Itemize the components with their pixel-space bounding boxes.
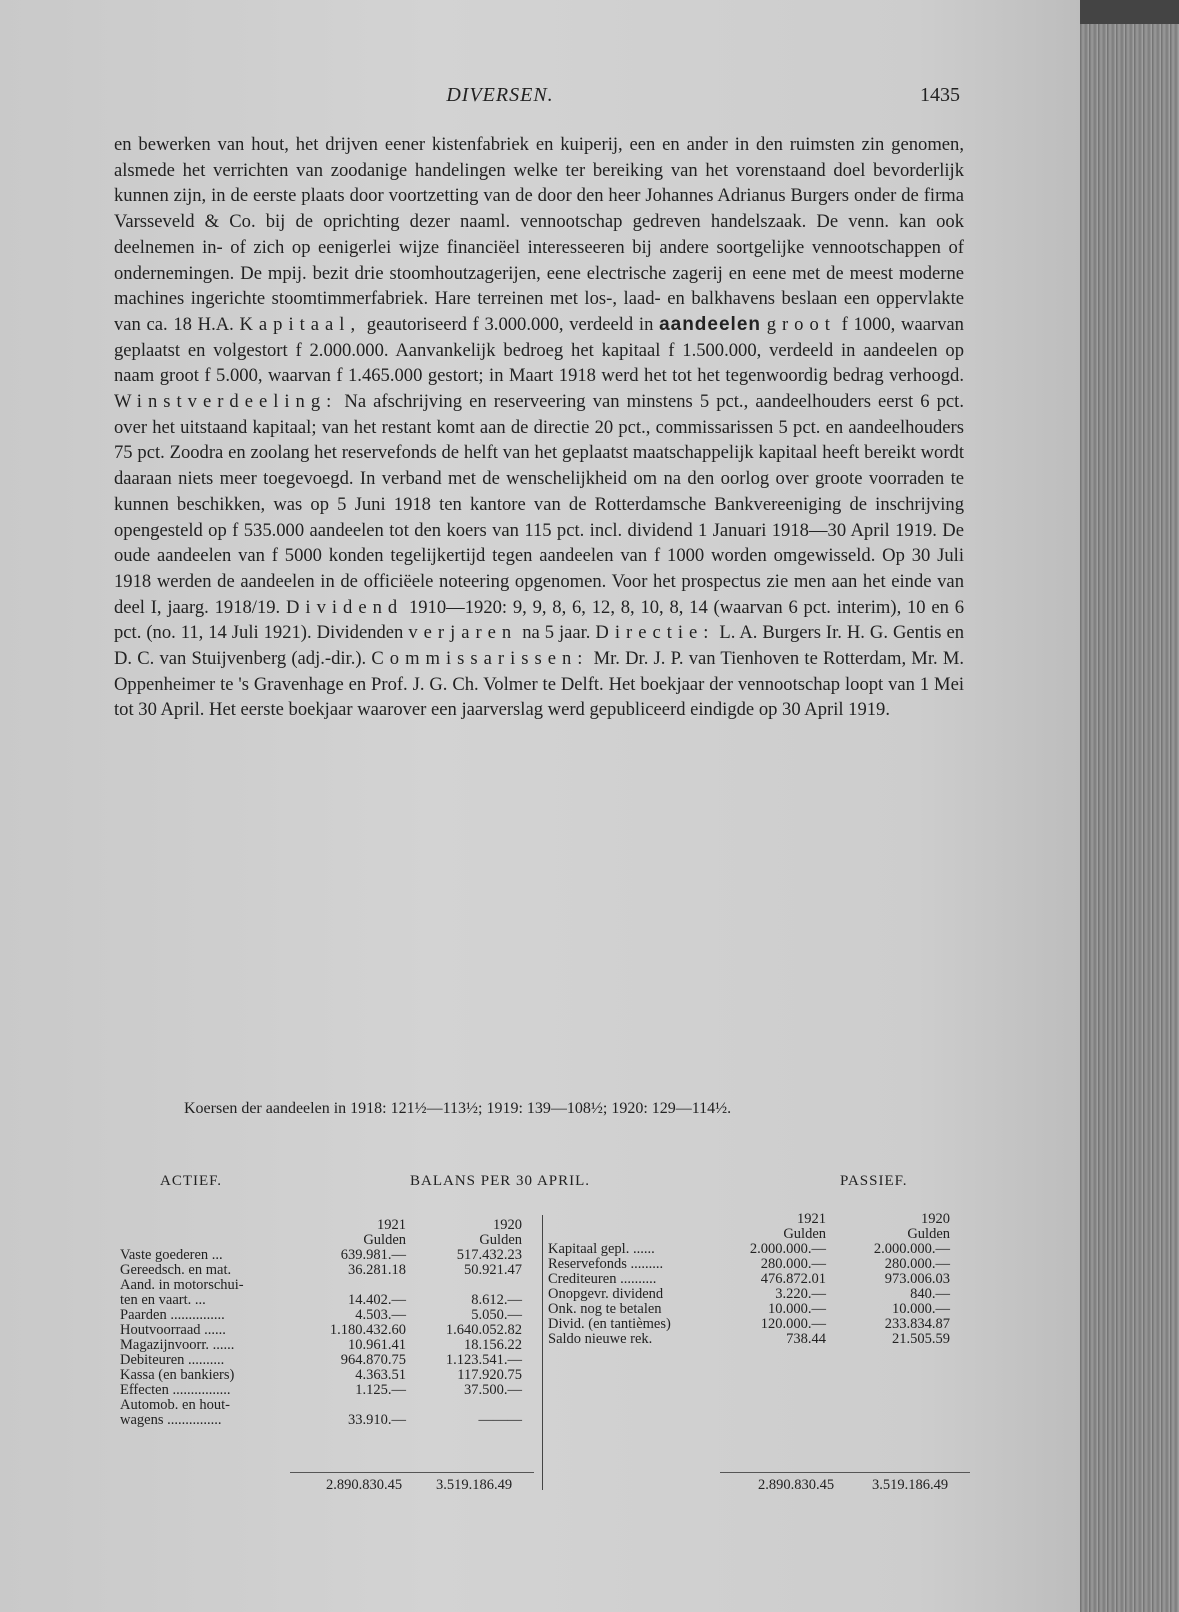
value-1921: 964.870.75 (340, 1352, 406, 1368)
row-label: Houtvoorraad ...... (120, 1322, 226, 1338)
actief-label: ACTIEF. (160, 1173, 223, 1189)
dividend-label: Dividend (285, 596, 404, 618)
value-1921 (314, 1278, 406, 1293)
value-1920: 2.000.000.— (873, 1241, 950, 1257)
row-label: Saldo nieuwe rek. (548, 1331, 653, 1347)
table-row (120, 1263, 522, 1278)
directie-label: Directie: (595, 622, 715, 644)
text-run: 1910—1920: 9, 9, 8, 6, 12, 8, 10, 8, 14 (waarvan 6 pct. interim), 10 en 6 pct. (no. 11, 14 Juli 1921). Dividenden (114, 596, 964, 644)
kapitaal-label: Kapitaal, (239, 313, 362, 335)
table-row (548, 1332, 950, 1347)
row-label: Gereedsch. en mat. (120, 1262, 232, 1278)
total-passief-1920: 3.519.186.49 (872, 1477, 949, 1493)
total-rule-actief (290, 1472, 534, 1473)
total-actief-1921: 2.890.830.45 (326, 1477, 403, 1493)
value-1921: 2.000.000.— (749, 1241, 826, 1257)
table-header-row (548, 1227, 950, 1242)
koersen-line: Koersen der aandeelen in 1918: 121½—113½; 1919: 139—108½; 1920: 129—114½. (184, 1100, 732, 1117)
table-row (548, 1242, 950, 1257)
text-run: en bewerken van hout, het drijven eener kistenfabriek en kuiperij, een en ander in den ruimsten zin genomen, alsmede het verrichten van zoodanige handelingen welke ter bereiking van het vorenstaand doel bevorderlijk kunnen zijn, in de eerste plaats door voortzetting van de door den heer Johannes Adrianus Burgers onder de firma Varsseveld & Co. bij de oprichting dezer naaml. vennootschap gedreven handelszaak. De venn. kan ook deelnemen in- of zich op eenigerlei wijze financiëel interesseeren bij andere soortgelijke vennootschappen of ondernemingen. De mpij. bezit drie stoomhoutzagerijen, eene electrische zagerij en eene met de meest moderne machines ingerichte stoomtimmerfabriek. Hare terreinen met los-, laad- en balkhavens beslaan een oppervlakte van ca. 18 H.A. (114, 134, 964, 335)
value-1920: 21.505.59 (892, 1331, 950, 1347)
body-paragraph (114, 132, 964, 723)
table-header-row (120, 1233, 522, 1248)
row-label: ten en vaart. ... (120, 1292, 206, 1308)
value-1921: 33.910.— (348, 1412, 406, 1428)
row-label: Crediteuren .......... (548, 1271, 657, 1287)
unit-label: Gulden (479, 1232, 522, 1248)
running-head (120, 80, 960, 114)
unit-label: Gulden (907, 1226, 950, 1242)
table-row (120, 1248, 522, 1263)
value-1921: 1.180.432.60 (329, 1322, 406, 1338)
table-row (120, 1413, 522, 1428)
year-1921: 1921 (797, 1211, 826, 1227)
value-1921 (314, 1398, 406, 1413)
unit-label: Gulden (783, 1226, 826, 1242)
aandeelen-label: aandeelen (659, 313, 761, 335)
year-1920: 1920 (921, 1211, 950, 1227)
text-run: Mr. Dr. J. P. van Tienhoven te Rotterdam, Mr. M. Oppenheimer te 's Gravenhage en Prof. J. G. Ch. Volmer te Delft. Het boekjaar der vennootschap loopt van 1 Mei tot 30 April. Het eerste boekjaar waarover een jaarverslag werd gepubliceerd eindigde op 30 April 1919. (114, 648, 964, 721)
value-1920: 5.050.— (471, 1307, 522, 1323)
verjaren-label: verjaren (408, 622, 518, 644)
row-label: Paarden ............... (120, 1307, 225, 1323)
page-edges (1080, 0, 1179, 1612)
table-header-row (120, 1218, 522, 1233)
value-1920: 117.920.75 (457, 1367, 522, 1383)
value-1920 (406, 1278, 522, 1293)
table-row (120, 1353, 522, 1368)
winst-label: Winstverdeeling: (114, 391, 338, 413)
row-label: Aand. in motorschui- (120, 1277, 244, 1293)
body-text (114, 132, 964, 723)
row-label: wagens ............... (120, 1412, 222, 1428)
table-row (548, 1272, 950, 1287)
value-1920: 973.006.03 (884, 1271, 950, 1287)
value-1920: 18.156.22 (464, 1337, 522, 1353)
value-1920: 840.— (910, 1286, 950, 1302)
text-run: geautoriseerd f 3.000.000, verdeeld in (361, 313, 660, 335)
value-1921: 10.961.41 (348, 1337, 406, 1353)
row-label: Onk. nog te betalen (548, 1301, 662, 1317)
table-row (120, 1323, 522, 1338)
value-1921: 14.402.— (348, 1292, 406, 1308)
row-label: Vaste goederen ... (120, 1247, 223, 1263)
year-1920: 1920 (493, 1217, 522, 1233)
value-1921: 1.125.— (355, 1382, 406, 1398)
value-1920: 1.640.052.82 (445, 1322, 522, 1338)
balans-header (120, 1173, 960, 1195)
passief-table (548, 1212, 950, 1347)
text-run: Na afschrijving en reserveering van minstens 5 pct., aandeelhouders eerst 6 pct. over het uitstaand kapitaal; van het restant komt aan de directie 20 pct., commissarissen 5 pct. en aandeelhouders 75 pct. Zoodra en zoolang het reservefonds de helft van het geplaatst maatschappelijk kapitaal heeft bereikt wordt daaraan niets meer toegevoegd. In verband met de wenschelijkheid om na den oorlog over groote voorraden te kunnen beschikken, was op 5 Juni 1918 ten kantore van de Rotterdamsche Bankvereeniging de inschrijving opengesteld op f 535.000 aandeelen tot den koers van 115 pct. incl. dividend 1 Januari 1918—30 April 1919. De oude aandeelen van f 5000 konden tegelijkertijd tegen aandeelen van f 1000 worden omgewisseld. Op 30 Juli 1918 werden de aandeelen in de officiëele noteering opgenomen. Voor het prospectus zie men aan het einde van deel I, jaarg. 1918/19. (114, 391, 964, 618)
value-1921: 10.000.— (768, 1301, 826, 1317)
page-title: DIVERSEN. (446, 84, 554, 106)
row-label: Reservefonds ......... (548, 1256, 664, 1272)
groot-label: groot (766, 313, 836, 335)
row-label: Effecten ................ (120, 1382, 231, 1398)
total-actief-1920: 3.519.186.49 (436, 1477, 513, 1493)
table-row (548, 1317, 950, 1332)
row-label: Kassa (en bankiers) (120, 1367, 235, 1383)
value-1921: 3.220.— (775, 1286, 826, 1302)
value-1920: 8.612.— (471, 1292, 522, 1308)
total-rule-passief (720, 1472, 970, 1473)
table-row (120, 1383, 522, 1398)
row-label: Automob. en hout- (120, 1397, 230, 1413)
page-number: 1435 (920, 84, 960, 106)
value-1920: 233.834.87 (884, 1316, 950, 1332)
table-row (120, 1338, 522, 1353)
table-row (548, 1287, 950, 1302)
value-1920: 1.123.541.— (445, 1352, 522, 1368)
value-1920: 517.432.23 (456, 1247, 522, 1263)
column-divider (542, 1215, 543, 1490)
value-1921: 639.981.— (340, 1247, 406, 1263)
value-1920: ——— (478, 1412, 522, 1428)
value-1921: 120.000.— (760, 1316, 826, 1332)
passief-label: PASSIEF. (840, 1173, 908, 1189)
row-label: Onopgevr. dividend (548, 1286, 664, 1302)
year-1921: 1921 (377, 1217, 406, 1233)
text-run: na 5 jaar. (517, 622, 596, 644)
value-1920: 50.921.47 (464, 1262, 522, 1278)
table-row (548, 1302, 950, 1317)
value-1921: 280.000.— (760, 1256, 826, 1272)
table-row (120, 1308, 522, 1323)
value-1920: 10.000.— (892, 1301, 950, 1317)
commissarissen-label: Commissarissen: (371, 648, 589, 670)
table-row (120, 1368, 522, 1383)
value-1920 (406, 1398, 522, 1413)
value-1920: 280.000.— (884, 1256, 950, 1272)
table-row (120, 1278, 522, 1293)
row-label: Debiteuren .......... (120, 1352, 225, 1368)
row-label: Kapitaal gepl. ...... (548, 1241, 655, 1257)
text-run: L. A. Burgers Ir. H. G. Gentis en D. C. van Stuijvenberg (adj.-dir.). (114, 622, 965, 670)
unit-label: Gulden (363, 1232, 406, 1248)
value-1921: 476.872.01 (760, 1271, 826, 1287)
actief-table (120, 1218, 522, 1428)
value-1921: 36.281.18 (348, 1262, 406, 1278)
table-row (120, 1398, 522, 1413)
table-row (548, 1257, 950, 1272)
table-header-row (548, 1212, 950, 1227)
text-run: f 1000, waarvan geplaatst en volgestort f 2.000.000. Aanvankelijk bedroeg het kapitaal f 1.500.000, verdeeld in aandeelen op naam groot f 5.000, waarvan f 1.465.000 gestort; in Maart 1918 werd het tot het tegenwoordig bedrag verhoogd. (114, 313, 964, 387)
value-1921: 4.363.51 (355, 1367, 406, 1383)
value-1920: 37.500.— (464, 1382, 522, 1398)
value-1921: 4.503.— (355, 1307, 406, 1323)
row-label: Magazijnvoorr. ...... (120, 1337, 235, 1353)
table-row (120, 1293, 522, 1308)
row-label: Divid. (en tantièmes) (548, 1316, 671, 1332)
total-passief-1921: 2.890.830.45 (758, 1477, 835, 1493)
value-1921: 738.44 (786, 1331, 826, 1347)
balans-title: BALANS PER 30 APRIL. (410, 1173, 591, 1189)
